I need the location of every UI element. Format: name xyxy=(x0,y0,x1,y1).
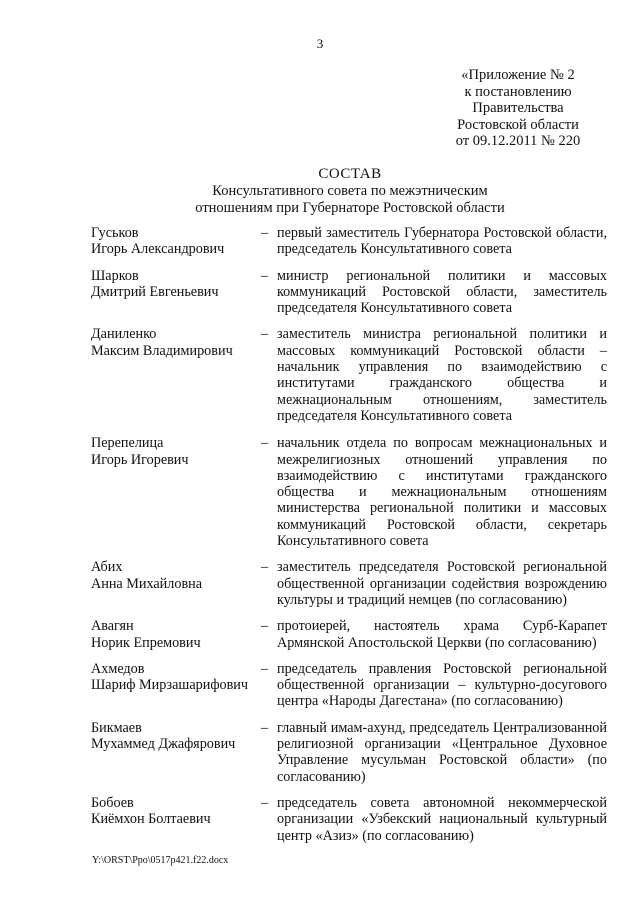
member-role: заместитель председателя Ростовской региональной общественной организации содействия возрождению культуры и традиций немцев (по согласованию) xyxy=(277,559,607,608)
member-given-name: Мухаммед Джафярович xyxy=(91,736,236,753)
member-name xyxy=(91,326,261,424)
member-given-name: Игорь Александрович xyxy=(91,241,225,258)
member-surname: Бикмаев xyxy=(91,719,142,736)
member-surname: Абих xyxy=(91,559,123,576)
appendix-reference xyxy=(448,67,588,150)
member-name xyxy=(91,435,261,549)
member-dash: – xyxy=(261,435,269,452)
appendix-line: «Приложение № 2 xyxy=(461,67,575,83)
member-surname: Ахмедов xyxy=(91,660,145,677)
member-dash: – xyxy=(261,660,269,677)
member-entry xyxy=(91,559,611,608)
member-name xyxy=(91,225,261,258)
member-given-name: Максим Владимирович xyxy=(91,342,233,359)
member-name xyxy=(91,720,261,785)
member-name xyxy=(91,618,261,651)
member-entry xyxy=(91,225,611,258)
member-surname: Перепелица xyxy=(91,435,164,452)
member-dash: – xyxy=(261,326,269,343)
document-title xyxy=(0,166,640,216)
member-role: председатель совета автономной некоммерческой организации «Узбекский национальный культурный центр «Азиз» (по согласованию) xyxy=(277,794,607,844)
member-dash: – xyxy=(261,618,269,635)
title-line: Консультативного совета по межэтническим xyxy=(212,183,488,199)
member-role: министр региональной политики и массовых коммуникаций Ростовской области, заместитель председателя Консультативного совета xyxy=(277,267,607,317)
member-entry xyxy=(91,326,611,424)
member-entry xyxy=(91,435,611,549)
appendix-line: Ростовской области xyxy=(457,116,579,133)
member-dash: – xyxy=(261,225,269,241)
member-dash: – xyxy=(261,267,269,284)
title-heading: СОСТАВ xyxy=(318,166,382,182)
member-name xyxy=(91,795,261,844)
member-name xyxy=(91,559,261,608)
member-role: председатель правления Ростовской региональной общественной организации – культурно-досугового центра «Народы Дагестана» (по согласованию) xyxy=(277,660,607,710)
member-dash: – xyxy=(261,719,269,736)
member-name xyxy=(91,268,261,317)
member-role: главный имам-ахунд, председатель Централизованной религиозной организации «Центральное Духовное Управление мусульман Ростовской области» (по согласованию) xyxy=(277,719,607,785)
member-given-name: Игорь Игоревич xyxy=(91,451,189,468)
member-entry xyxy=(91,268,611,317)
member-dash: – xyxy=(261,559,269,576)
member-surname: Гуськов xyxy=(91,225,139,241)
member-surname: Бобоев xyxy=(91,794,134,811)
member-role: начальник отдела по вопросам межнациональных и межрелигиозных отношений управления по взаимодействию с институтами гражданского общества и межнациональным отношениям министерства региональной политики и массовых коммуникаций Ростовской области, секретарь Консультативного совета xyxy=(277,435,607,550)
member-given-name: Шариф Мирзашарифович xyxy=(91,677,249,694)
appendix-line: от 09.12.2011 № 220 xyxy=(455,133,581,149)
page-number: 3 xyxy=(316,36,324,51)
member-given-name: Дмитрий Евгеньевич xyxy=(91,283,219,300)
member-role: заместитель министра региональной политики и массовых коммуникаций Ростовской области – начальник управления по взаимодействию с институтами гражданского общества и межнациональным отношениям, заместитель председателя Консультативного совета xyxy=(277,326,607,424)
member-dash: – xyxy=(261,794,269,811)
member-name xyxy=(91,661,261,710)
member-surname: Авагян xyxy=(91,618,134,635)
members-list xyxy=(91,225,611,844)
member-entry xyxy=(91,618,611,651)
member-surname: Даниленко xyxy=(91,326,157,343)
member-surname: Шарков xyxy=(91,267,139,284)
member-entry xyxy=(91,795,611,844)
member-entry xyxy=(91,720,611,785)
file-path-footer: Y:\ORST\Ppo\0517p421.f22.docx xyxy=(92,855,229,866)
member-given-name: Норик Епремович xyxy=(91,634,201,651)
member-role: протоиерей, настоятель храма Сурб-Карапет Армянской Апостольской Церкви (по согласованию) xyxy=(277,618,607,651)
appendix-line: Правительства xyxy=(472,100,564,116)
member-given-name: Анна Михайловна xyxy=(91,575,203,592)
member-role: первый заместитель Губернатора Ростовской области, председатель Консультативного совета xyxy=(277,225,607,258)
title-line: отношениям при Губернаторе Ростовской области xyxy=(195,199,505,216)
appendix-line: к постановлению xyxy=(464,83,572,100)
member-entry xyxy=(91,661,611,710)
member-given-name: Киёмхон Болтаевич xyxy=(91,811,211,828)
